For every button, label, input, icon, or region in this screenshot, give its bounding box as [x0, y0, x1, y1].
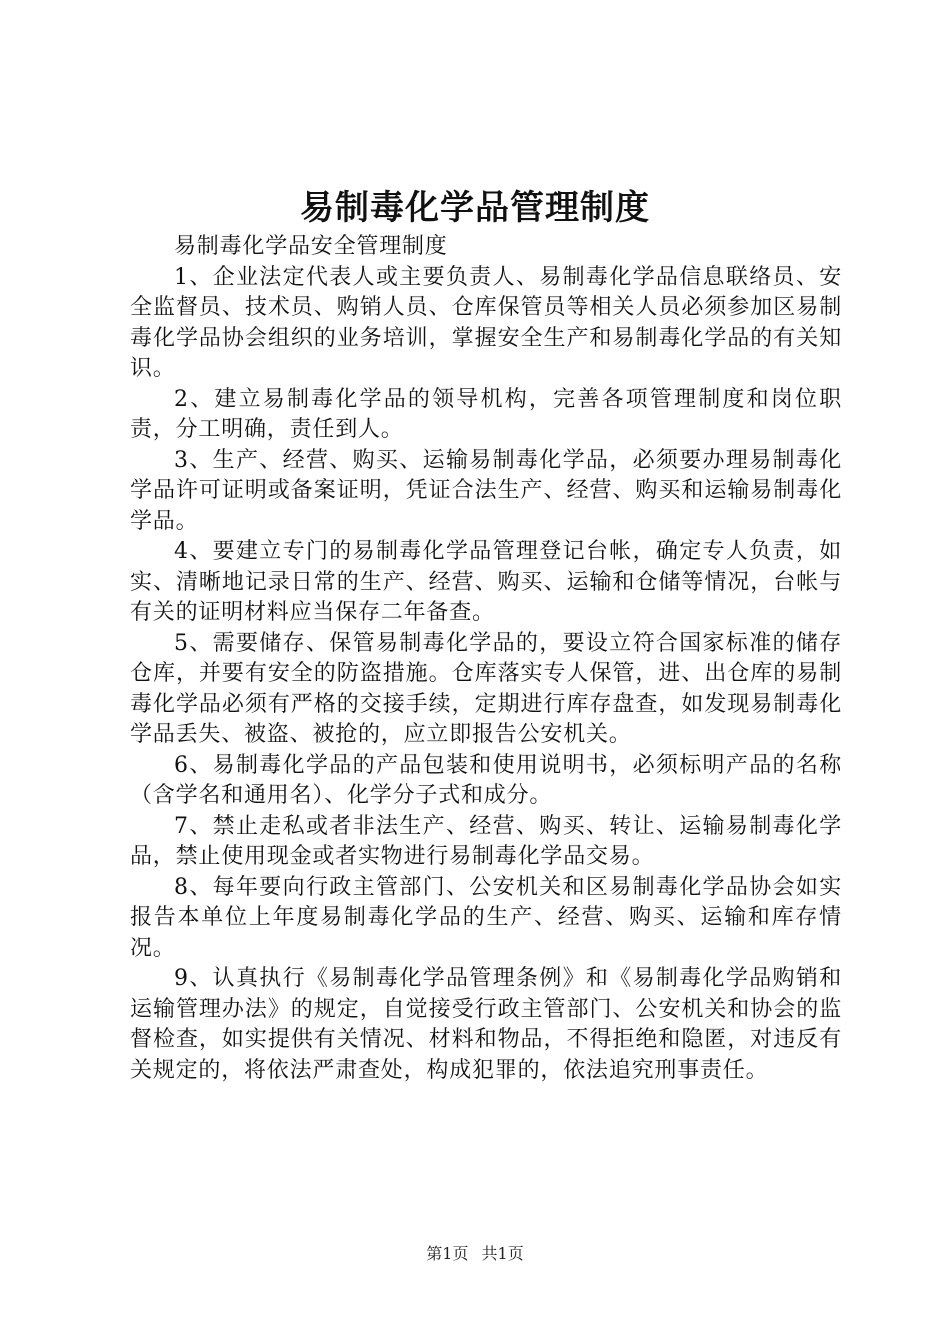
paragraph-item-9: 9、认真执行《易制毒化学品管理条例》和《易制毒化学品购销和运输管理办法》的规定，自觉接受行政主管部门、公安机关和协会的监督检查，如实提供有关情况、材料和物品，不得拒绝和隐匿，对违反有关规定的，将依法严肃查处，构成犯罪的，依法追究刑事责任。 — [130, 966, 842, 1083]
page-total: 共1页 — [481, 1244, 524, 1263]
paragraph-item-2: 2、建立易制毒化学品的领导机构，完善各项管理制度和岗位职责，分工明确，责任到人。 — [130, 386, 842, 442]
page-footer — [0, 1244, 950, 1264]
paragraph-item-8: 8、每年要向行政主管部门、公安机关和区易制毒化学品协会如实报告本单位上年度易制毒化学品的生产、经营、购买、运输和库存情况。 — [130, 874, 842, 961]
paragraph-subtitle: 易制毒化学品安全管理制度 — [174, 234, 448, 259]
document-body — [130, 232, 842, 1086]
paragraph-item-5: 5、需要储存、保管易制毒化学品的，要设立符合国家标准的储存仓库，并要有安全的防盗措施。仓库落实专人保管，进、出仓库的易制毒化学品必须有严格的交接手续，定期进行库存盘查，如发现易制毒化学品丢失、被盗、被抢的，应立即报告公安机关。 — [130, 630, 842, 747]
paragraph-item-3: 3、生产、经营、购买、运输易制毒化学品，必须要办理易制毒化学品许可证明或备案证明，凭证合法生产、经营、购买和运输易制毒化学品。 — [130, 447, 842, 534]
page-number: 第1页 — [426, 1244, 469, 1263]
document-title: 易制毒化学品管理制度 — [300, 188, 650, 228]
paragraph-item-1: 1、企业法定代表人或主要负责人、易制毒化学品信息联络员、安全监督员、技术员、购销人员、仓库保管员等相关人员必须参加区易制毒化学品协会组织的业务培训，掌握安全生产和易制毒化学品的有关知识。 — [130, 264, 842, 381]
paragraph-item-6: 6、易制毒化学品的产品包装和使用说明书，必须标明产品的名称（含学名和通用名）、化学分子式和成分。 — [130, 752, 842, 808]
paragraph-item-4: 4、要建立专门的易制毒化学品管理登记台帐，确定专人负责，如实、清晰地记录日常的生产、经营、购买、运输和仓储等情况，台帐与有关的证明材料应当保存二年备查。 — [130, 539, 842, 625]
paragraph-item-7: 7、禁止走私或者非法生产、经营、购买、转让、运输易制毒化学品，禁止使用现金或者实物进行易制毒化学品交易。 — [130, 813, 842, 869]
